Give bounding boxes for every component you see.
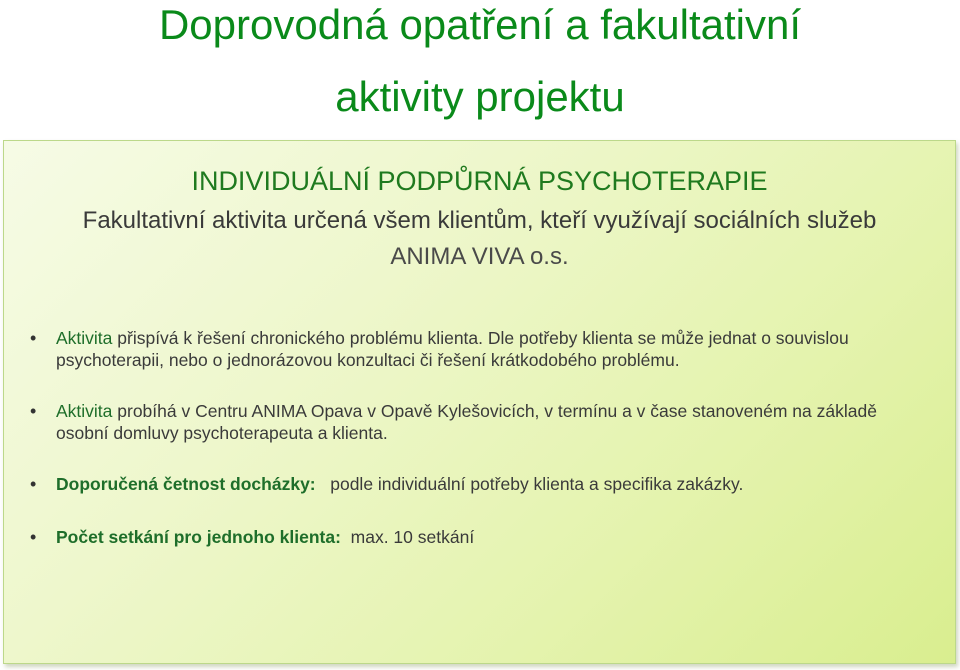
- bullet-icon: •: [30, 474, 37, 494]
- bullet-keyword: Aktivita: [56, 328, 113, 348]
- bullet-keyword: Počet setkání pro jednoho klienta:: [56, 527, 341, 547]
- subheading-line-2: ANIMA VIVA o.s.: [390, 243, 569, 270]
- list-item: [30, 327, 930, 371]
- list-item: [30, 473, 930, 495]
- title-line-1: Doprovodná opatření a fakultativní: [158, 1, 802, 48]
- section-heading: INDIVIDUÁLNÍ PODPŮRNÁ PSYCHOTERAPIE: [191, 166, 768, 196]
- subheading-line-1: Fakultativní aktivita určená všem klientům, kteří využívají sociálních služeb: [82, 207, 877, 234]
- bullet-text: přispívá k řešení chronického problému klienta. Dle potřeby klienta se může jednat o souvislou psychoterapii, nebo o jednorázovou konzultaci či řešení krátkodobého problému.: [56, 328, 849, 370]
- bullet-text: max. 10 setkání: [340, 527, 475, 547]
- bullet-list: [30, 327, 930, 548]
- bullet-icon: •: [30, 527, 37, 547]
- bullet-text: probíhá v Centru ANIMA Opava v Opavě Kylešovicích, v termínu a v čase stanoveném na základě osobní domluvy psychoterapeuta a klienta.: [56, 401, 877, 443]
- list-item: [30, 526, 930, 548]
- page-title: [0, 0, 960, 123]
- list-item: [30, 400, 930, 444]
- bullet-text: podle individuální potřeby klienta a specifika zakázky.: [315, 474, 744, 494]
- bullet-icon: •: [30, 401, 37, 421]
- title-line-2: aktivity projektu: [335, 73, 625, 120]
- section-subheading: [4, 203, 955, 275]
- content-panel: [3, 140, 956, 664]
- bullet-icon: •: [30, 328, 37, 348]
- bullet-keyword: Aktivita: [56, 401, 113, 421]
- bullet-keyword: Doporučená četnost docházky:: [56, 474, 316, 494]
